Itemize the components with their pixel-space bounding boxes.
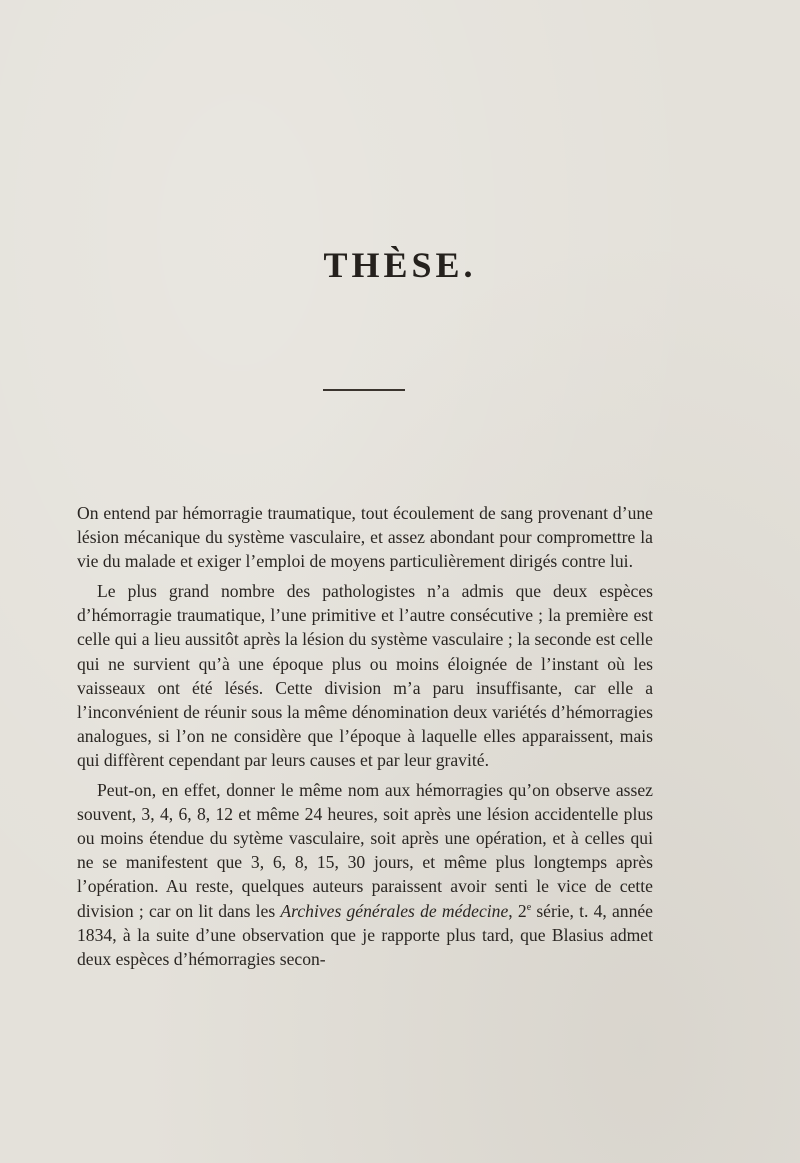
superscript-e: e <box>526 901 532 913</box>
paragraph-2: Le plus grand nombre des pathologistes n’a admis que deux espèces d’hémorragie traumatique, l’une primitive et l’autre consécutive ; la première est celle qui a lieu aussitôt après la lésion du système vasculaire ; la seconde est celle qui ne survient qu’à une époque plus ou moins éloignée de l’instant où les vaisseaux ont été lésés. Cette division m’a paru insuffisante, car elle a l’inconvénient de réunir sous la même dénomination deux variétés d’hémorragies analogues, si l’on ne considère que l’époque à laquelle elles apparaissent, mais qui diffèrent cependant par leurs causes et par leur gravité. <box>77 581 653 770</box>
title-divider <box>323 389 405 391</box>
body-text <box>77 501 653 971</box>
paragraph-1: On entend par hémorragie traumatique, tout écoulement de sang provenant d’une lésion mécanique du système vasculaire, et assez abondant pour compromettre la vie du malade et exiger l’emploi de moyens particulièrement dirigés contre lui. <box>77 503 653 572</box>
paragraph-3-text-c: série, t. 4, année 1834, à la suite d’une observation que je rapporte plus tard, que Blasius admet deux espèces d’hémorragies secon- <box>77 900 653 969</box>
paragraph-3 <box>77 778 653 971</box>
page-title: THÈSE. <box>323 245 477 285</box>
paragraph-3-text-b: , 2 <box>508 900 527 921</box>
paragraph-3-text-a: Peut-on, en effet, donner le même nom aux hémorragies qu’on observe assez souvent, 3, 4, 6, 8, 12 et même 24 heures, soit après une lésion accidentelle plus ou moins étendue du sytème vasculaire, soit après une opération, et à celles qui ne se manifestent que 3, 6, 8, 15, 30 jours, et même plus longtemps après l’opération. Au reste, quelques auteurs paraissent avoir senti le vice de cette division ; car on lit dans les <box>77 780 653 921</box>
journal-title: Archives générales de médecine <box>280 900 509 921</box>
